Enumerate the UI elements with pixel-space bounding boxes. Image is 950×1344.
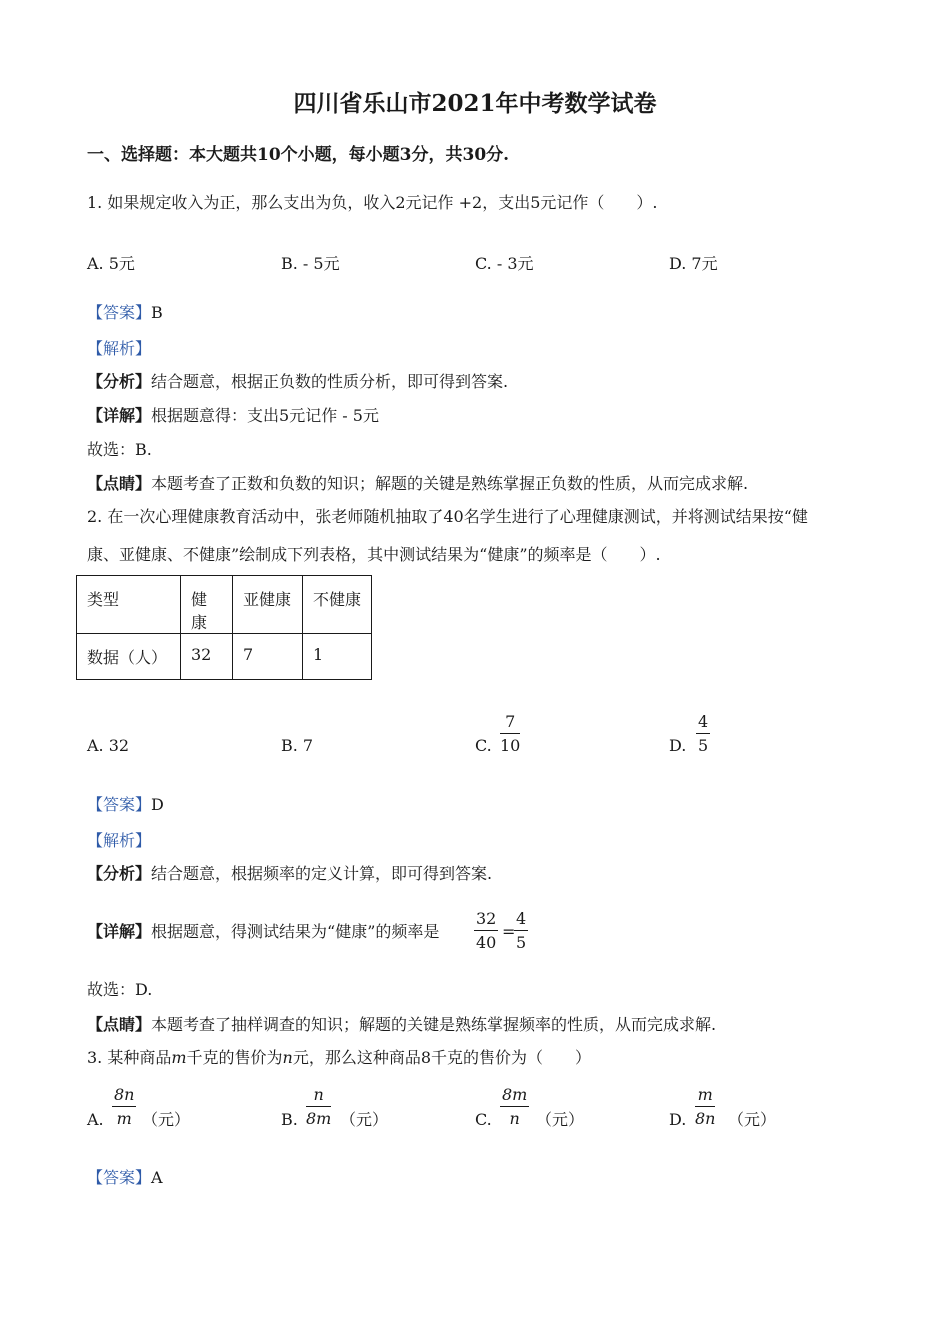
q2-table <box>76 575 372 680</box>
q3-stem <box>87 1050 591 1066</box>
fraction-numerator: 8m <box>500 1087 529 1107</box>
q1-option-c: C. - 3元 <box>475 254 534 273</box>
q3-option-a-label: A. <box>87 1110 104 1129</box>
dianjing-text: 本题考查了正数和负数的知识；解题的关键是熟练掌握正负数的性质，从而完成求解. <box>151 474 749 493</box>
stem-text: 3. 某种商品 <box>87 1048 172 1067</box>
answer-value: A <box>151 1168 163 1187</box>
xiangjie-tag: 【详解】 <box>87 406 152 425</box>
table-cell: 32 <box>181 634 233 680</box>
q2-option-d-fraction <box>696 714 710 754</box>
table-row <box>77 634 372 680</box>
table-row <box>77 576 372 634</box>
fraction-numerator: 4 <box>514 911 528 931</box>
q1-option-b: B. - 5元 <box>281 254 340 273</box>
table-cell: 数据（人） <box>77 634 181 680</box>
q2-stem-line1: 2. 在一次心理健康教育活动中，张老师随机抽取了40名学生进行了心理健康测试，并将测试结果按“健 <box>87 507 808 526</box>
q1-analysis-tag: 【解析】 <box>87 339 152 358</box>
fraction-numerator: 4 <box>696 714 710 734</box>
q3-option-c-label: C. <box>475 1110 492 1129</box>
q3-option-b-label: B. <box>281 1110 298 1129</box>
q2-xiangjie <box>87 924 439 940</box>
q2-guxuan: 故选：D. <box>87 980 153 999</box>
q3-answer <box>87 1170 163 1186</box>
stem-text: 元，那么这种商品8千克的售价为（ ） <box>292 1048 592 1067</box>
xiangjie-text: 根据题意，得测试结果为“健康”的频率是 <box>151 922 440 941</box>
q2-fenxi <box>87 866 492 882</box>
q2-option-c-label: C. <box>475 736 492 755</box>
fraction-numerator: m <box>695 1087 715 1107</box>
answer-value: D <box>151 795 164 814</box>
table-header-cell: 类型 <box>77 576 181 634</box>
fraction-denominator: 8n <box>695 1109 716 1128</box>
fraction-denominator: m <box>116 1109 132 1128</box>
fenxi-tag: 【分析】 <box>87 864 152 883</box>
fraction-numerator: n <box>306 1087 331 1107</box>
q3-option-a-fraction <box>112 1087 136 1127</box>
fraction-denominator: 5 <box>516 933 527 952</box>
q2-option-a: A. 32 <box>87 736 130 755</box>
q1-xiangjie <box>87 408 379 424</box>
q2-option-c-fraction <box>500 714 520 754</box>
fraction-denominator: n <box>509 1109 520 1128</box>
fenxi-tag: 【分析】 <box>87 372 152 391</box>
section-heading: 一、选择题：本大题共10个小题，每小题3分，共30分. <box>87 145 510 165</box>
q1-answer <box>87 305 163 321</box>
q2-dianjing <box>87 1017 716 1033</box>
q2-answer <box>87 797 164 813</box>
q1-fenxi <box>87 374 508 390</box>
q1-dianjing <box>87 476 748 492</box>
q2-analysis-tag: 【解析】 <box>87 831 152 850</box>
table-header-cell: 不健康 <box>303 576 372 634</box>
table-cell: 7 <box>233 634 303 680</box>
q3-option-b-fraction <box>306 1087 331 1127</box>
q1-guxuan: 故选：B. <box>87 440 152 459</box>
answer-tag: 【答案】 <box>87 1168 152 1187</box>
equals-sign: = <box>502 922 516 941</box>
fenxi-text: 结合题意，根据频率的定义计算，即可得到答案. <box>151 864 493 883</box>
table-header-cell: 亚健康 <box>233 576 303 634</box>
answer-tag: 【答案】 <box>87 303 152 322</box>
q3-option-c-fraction <box>500 1087 529 1127</box>
q3-option-b-unit: （元） <box>340 1110 389 1129</box>
q2-option-d-label: D. <box>669 736 687 755</box>
q1-option-a: A. 5元 <box>87 254 135 273</box>
q3-option-d-unit: （元） <box>728 1110 777 1129</box>
variable-m: m <box>171 1048 187 1067</box>
dianjing-tag: 【点睛】 <box>87 474 152 493</box>
fraction-denominator: 40 <box>476 933 497 952</box>
fraction-denominator: 10 <box>500 736 521 755</box>
q3-option-d-label: D. <box>669 1110 687 1129</box>
variable-n: n <box>282 1048 293 1067</box>
fraction-numerator: 7 <box>500 714 520 734</box>
xiangjie-tag: 【详解】 <box>87 922 152 941</box>
fraction-denominator: 5 <box>698 736 709 755</box>
q1-stem: 1. 如果规定收入为正，那么支出为负，收入2元记作 +2，支出5元记作（ ）. <box>87 193 658 212</box>
xiangjie-text: 根据题意得：支出5元记作 - 5元 <box>151 406 379 425</box>
q2-stem-line2: 康、亚健康、不健康”绘制成下列表格，其中测试结果为“健康”的频率是（ ）. <box>87 545 661 564</box>
table-header-cell: 健康 <box>181 576 233 634</box>
table-cell: 1 <box>303 634 372 680</box>
fraction-denominator: 8m <box>306 1109 332 1128</box>
q3-option-c-unit: （元） <box>536 1110 585 1129</box>
page-title: 四川省乐山市2021年中考数学试卷 <box>293 90 657 117</box>
fraction-numerator: 8n <box>112 1087 136 1107</box>
q1-option-d: D. 7元 <box>669 254 718 273</box>
q3-option-a-unit: （元） <box>142 1110 191 1129</box>
answer-value: B <box>151 303 163 322</box>
q3-option-d-fraction <box>695 1087 715 1127</box>
fraction-numerator: 32 <box>474 911 498 931</box>
fenxi-text: 结合题意，根据正负数的性质分析，即可得到答案. <box>151 372 509 391</box>
q2-fraction-32-40 <box>474 911 498 951</box>
stem-text: 千克的售价为 <box>186 1048 283 1067</box>
dianjing-text: 本题考查了抽样调查的知识；解题的关键是熟练掌握频率的性质，从而完成求解. <box>151 1015 717 1034</box>
answer-tag: 【答案】 <box>87 795 152 814</box>
dianjing-tag: 【点睛】 <box>87 1015 152 1034</box>
q2-fraction-4-5 <box>514 911 528 951</box>
q2-option-b: B. 7 <box>281 736 314 755</box>
